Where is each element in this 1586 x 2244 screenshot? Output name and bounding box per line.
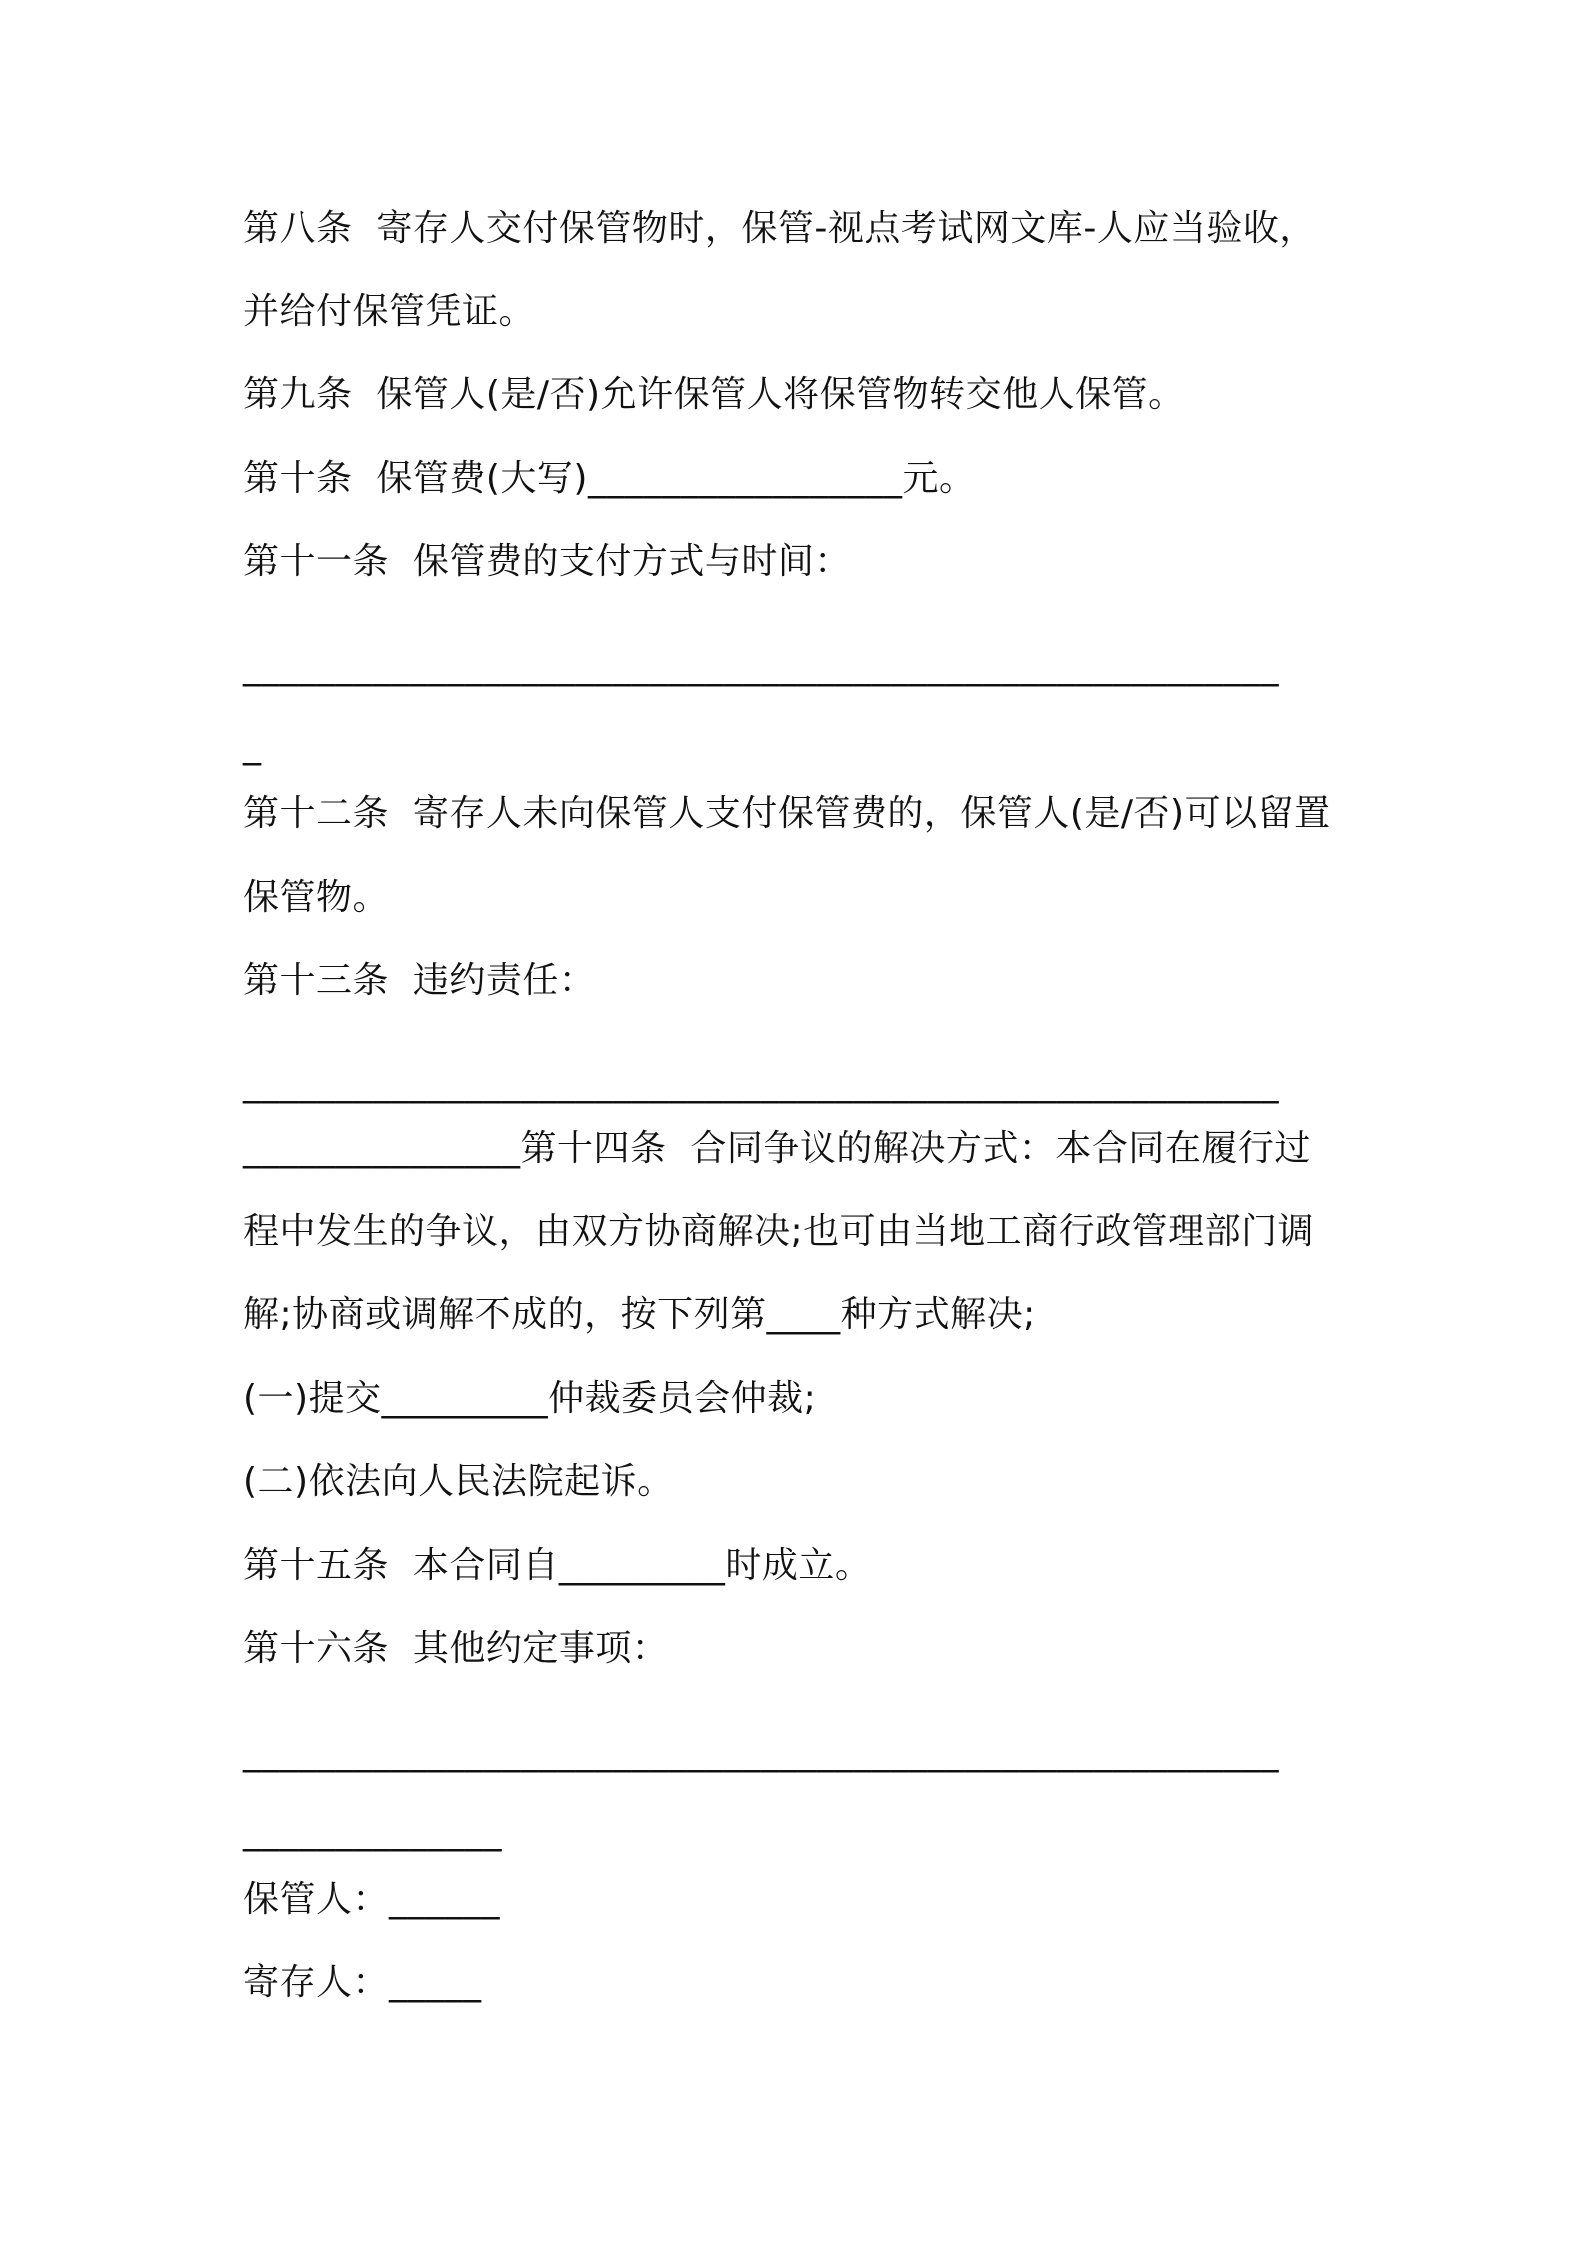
clause-10: 第十条 保管费(大写)_________________元。 bbox=[243, 458, 976, 499]
clause-14-option-1: (一)提交_________仲裁委员会仲裁; bbox=[243, 1378, 817, 1419]
depositor-signature: 寄存人：_____ bbox=[243, 1962, 482, 2003]
clause-16-blank-line-1: ________________________________________________________ bbox=[243, 1732, 1279, 1773]
clause-8-line-1: 第八条 寄存人交付保管物时，保管-视点考试网文库-人应当验收， bbox=[243, 208, 1316, 249]
clause-12-line-2: 保管物。 bbox=[243, 877, 390, 918]
clause-16: 第十六条 其他约定事项： bbox=[243, 1628, 669, 1669]
clause-8-line-2: 并给付保管凭证。 bbox=[243, 291, 536, 332]
clause-11-blank-line-2: _ bbox=[243, 725, 262, 766]
clause-14-line-3: 解;协商或调解不成的，按下列第____种方式解决; bbox=[243, 1294, 1036, 1335]
clause-9: 第九条 保管人(是/否)允许保管人将保管物转交他人保管。 bbox=[243, 374, 1185, 415]
clause-15: 第十五条 本合同自_________时成立。 bbox=[243, 1545, 872, 1586]
clause-14-line-2: 程中发生的争议，由双方协商解决;也可由当地工商行政管理部门调 bbox=[243, 1211, 1315, 1252]
clause-16-blank-line-2: ______________ bbox=[243, 1811, 502, 1852]
clause-12-line-1: 第十二条 寄存人未向保管人支付保管费的，保管人(是/否)可以留置 bbox=[243, 793, 1331, 834]
clause-13-blank-line: ________________________________________________________ bbox=[243, 1063, 1279, 1104]
custodian-signature: 保管人：______ bbox=[243, 1879, 501, 1920]
clause-11-blank-line-1: ________________________________________________________ bbox=[243, 646, 1279, 687]
clause-14-option-2: (二)依法向人民法院起诉。 bbox=[243, 1461, 674, 1502]
clause-14-line-1: _______________第十四条 合同争议的解决方式：本合同在履行过 bbox=[243, 1128, 1311, 1169]
clause-11: 第十一条 保管费的支付方式与时间： bbox=[243, 541, 851, 582]
clause-13: 第十三条 违约责任： bbox=[243, 960, 596, 1001]
